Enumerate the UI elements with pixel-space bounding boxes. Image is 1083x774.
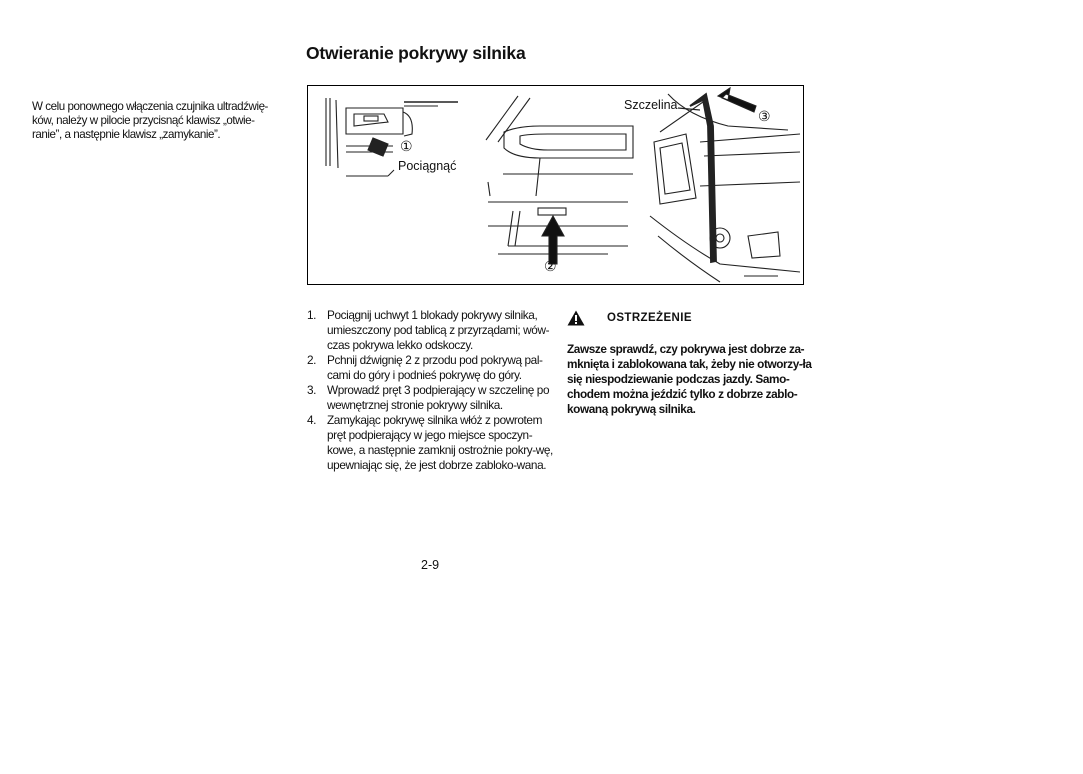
support-rod (690, 94, 716, 262)
illustration-drawing (308, 86, 804, 285)
warning-triangle-icon (567, 310, 585, 326)
warning-title: OSTRZEŻENIE (607, 312, 692, 324)
marker-1: ① (400, 138, 413, 154)
steps-list (307, 308, 553, 473)
label-slot: Szczelina (624, 98, 678, 112)
step-item (307, 308, 553, 353)
step-number: 4. (307, 413, 317, 427)
label-pull: Pociągnąć (398, 159, 457, 173)
step-item (307, 383, 553, 413)
marker-2: ② (544, 258, 557, 274)
marker-3: ③ (758, 108, 771, 124)
page-number: 2-9 (421, 558, 440, 572)
support-rod-drawing (650, 94, 800, 282)
step-text: Zamykając pokrywę silnika włóż z powrotem pręt podpierający w jego miejsce spoczyn-kowe, a następnie zamknij ostrożnie pokry-wę, upewniając się, że jest dobrze zabloko-wana. (327, 413, 553, 472)
hood-opening-illustration (307, 85, 804, 285)
step-item (307, 353, 553, 383)
step-text: Wprowadź pręt 3 podpierający w szczelinę po wewnętrznej stronie pokrywy silnika. (327, 383, 550, 412)
push-arrow-icon (542, 216, 564, 264)
step-item (307, 413, 553, 473)
step-number: 3. (307, 383, 317, 397)
step-text: Pociągnij uchwyt 1 blokady pokrywy silnika, umieszczony pod tablicą z przyrządami; wów-czas pokrywa lekko odskoczy. (327, 308, 550, 352)
pull-arrow-icon (368, 138, 388, 156)
step-text: Pchnij dźwignię 2 z przodu pod pokrywą pal-cami do góry i podnieś pokrywę do góry. (327, 353, 543, 382)
page-title: Otwieranie pokrywy silnika (306, 43, 526, 63)
side-note: W celu ponownego włączenia czujnika ultradźwię-ków, należy w pilocie przycisnąć klawisz „otwie-ranie”, a następnie klawisz „zamykanie”. (32, 100, 268, 141)
step-number: 2. (307, 353, 317, 367)
warning-header (567, 309, 817, 329)
step-number: 1. (307, 308, 317, 322)
warning-body: Zawsze sprawdź, czy pokrywa jest dobrze za-mknięta i zablokowana tak, żeby nie otworzy-ła się niespodziewanie podczas jazdy. Samo-chodem można jeździć tylko z dobrze zablo-kowaną pokrywą silnika. (567, 342, 812, 416)
slot-arrow-icon (718, 88, 756, 112)
